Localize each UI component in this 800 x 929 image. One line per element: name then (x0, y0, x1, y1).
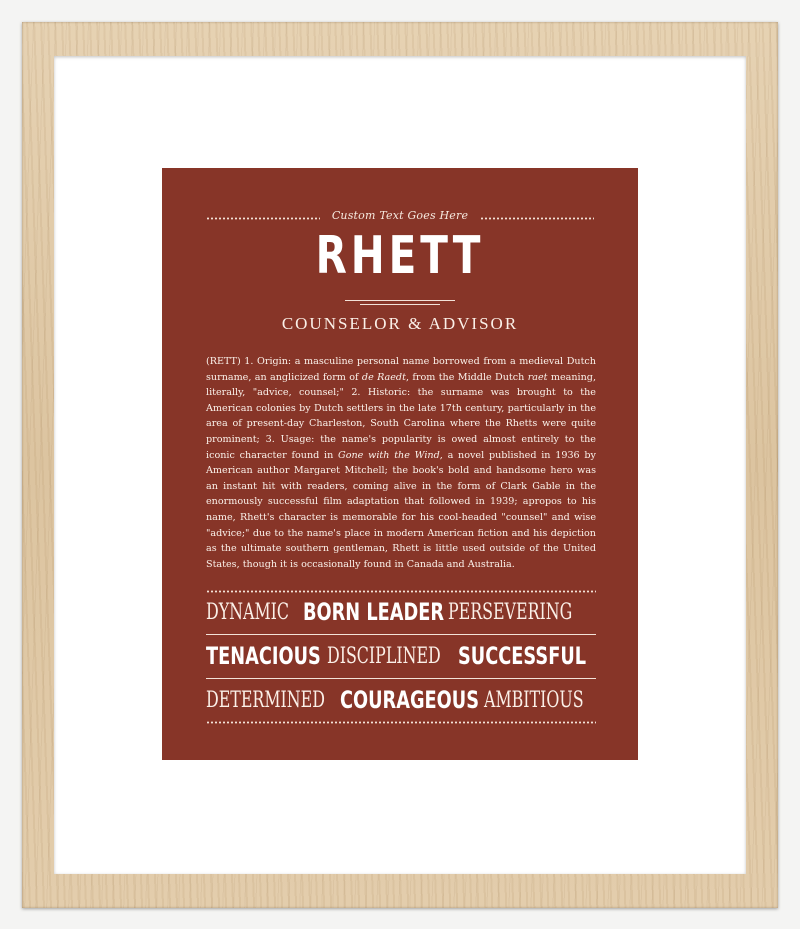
definition-text: (RETT) 1. Origin: a masculine personal name borrowed from a medieval Dutch surname, an anglicized form of de Raedt, from the Middle Dutch raet meaning, literally, "advice, counsel;" 2. Historic: the surname was brought to the American colonies by Dutch settlers in the late 17th century, particularly in the area of present-day Charleston, South Carolina where the Rhetts were quite prominent; 3. Usage: the name's popularity is owed almost entirely to the iconic character found in Gone with the Wind, a novel published in 1936 by American author Margaret Mitchell; the book's bold and handsome hero was an instant hit with readers, coming alive in the form of Clark Gable in the enormously successful film adaptation that followed in 1939; apropos to his name, Rhett's character is memorable for his cool-headed "counsel" and wise "advice;" due to the name's place in modern American fiction and his depiction as the ultimate southern gentleman, Rhett is little used outside of the United States, though it is occasionally found in Canada and Australia. (206, 356, 596, 570)
traits-rule-1 (206, 634, 596, 635)
name-title: RHETT (315, 226, 485, 286)
dotted-divider-right (480, 217, 594, 220)
name-poster (162, 168, 638, 760)
traits-row-2 (206, 638, 596, 674)
name-meaning: COUNSELOR & ADVISOR (281, 314, 519, 333)
trait-born-leader: BORN LEADER (303, 598, 445, 626)
title-rule-bottom (360, 304, 440, 305)
dotted-divider-left (206, 217, 320, 220)
trait-disciplined: DISCIPLINED (327, 643, 441, 669)
traits-row-3 (206, 682, 596, 718)
trait-courageous: COURAGEOUS (340, 686, 479, 714)
custom-text: Custom Text Goes Here (331, 209, 469, 222)
dotted-divider-traits-bottom (206, 721, 596, 724)
trait-dynamic: DYNAMIC (206, 599, 290, 625)
wood-frame (22, 22, 778, 908)
trait-persevering: PERSEVERING (448, 599, 573, 625)
traits-rule-2 (206, 678, 596, 679)
white-mat (54, 56, 746, 874)
trait-successful: SUCCESSFUL (458, 642, 587, 670)
trait-ambitious: AMBITIOUS (484, 687, 584, 713)
trait-determined: DETERMINED (206, 687, 325, 713)
title-rule-top (345, 300, 455, 301)
dotted-divider-traits-top (206, 590, 596, 593)
custom-text-row (162, 208, 638, 228)
traits-row-1 (206, 594, 596, 630)
trait-tenacious: TENACIOUS (206, 642, 321, 670)
